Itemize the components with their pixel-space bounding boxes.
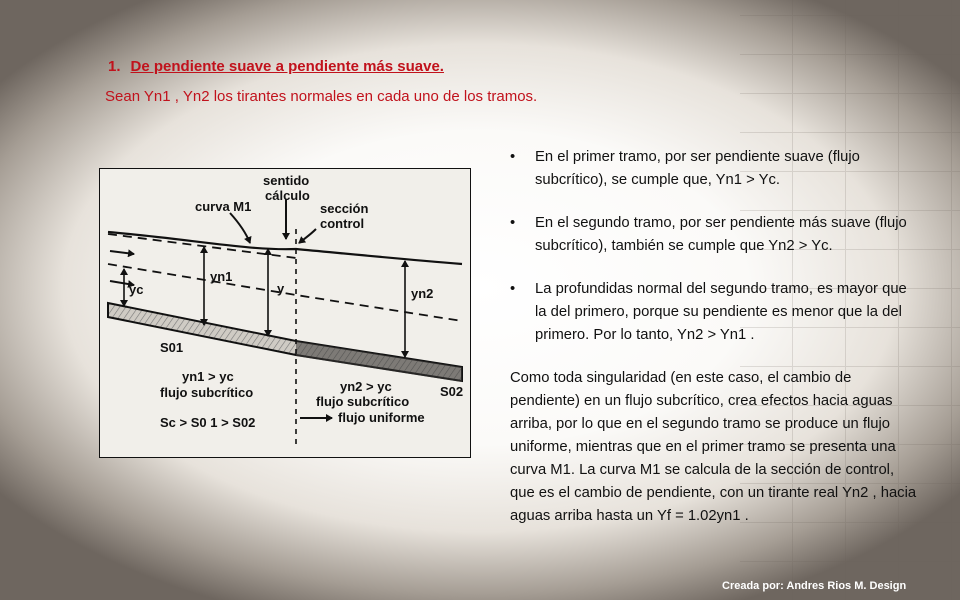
explanation-paragraph — [510, 367, 960, 528]
critical-depth-line — [108, 264, 462, 321]
label-sc: Sc > S0 1 > S02 — [160, 415, 256, 430]
curva-m1-pointer — [230, 213, 250, 243]
section-heading — [108, 58, 444, 75]
paragraph-line-3: arriba, por lo que en el segundo tramo se produce un flujo — [510, 416, 891, 432]
paragraph-line-5: curva M1. La curva M1 se calcula de la sección de control, — [510, 462, 895, 478]
label-seccion: sección — [320, 201, 369, 216]
paragraph-line-7: aguas arriba hasta un Yf = 1.02yn1 . — [510, 508, 749, 524]
bullet-3-line-2: la del primero, porque su pendiente es menor que la del — [535, 304, 902, 320]
heading-title: De pendiente suave a pendiente más suave. — [130, 58, 444, 75]
label-flujo-uniforme: flujo uniforme — [338, 410, 425, 425]
seccion-pointer — [299, 229, 316, 243]
bullet-1-line-1: • En el primer tramo, por ser pendiente suave (flujo — [535, 149, 860, 165]
label-control: control — [320, 216, 365, 231]
bullet-1-line-2: subcrítico), se cumple que, Yn1 > Yc. — [535, 172, 780, 188]
paragraph-line-1: Como toda singularidad (en este caso, el cambio de — [510, 370, 852, 386]
label-curva-m1: curva M1 — [195, 199, 252, 214]
label-flujo2: flujo subcrítico — [316, 394, 410, 409]
label-s01: S01 — [160, 340, 184, 355]
explanation-content — [510, 146, 960, 528]
slope-change-diagram — [99, 168, 471, 458]
heading-number: 1. — [108, 58, 121, 75]
heading-intro: Sean Yn1 , Yn2 los tirantes normales en cada uno de los tramos. — [105, 88, 538, 105]
paragraph-line-6: que es el cambio de pendiente, con un tirante real Yn2 , hacia — [510, 485, 917, 501]
label-sentido: sentido — [263, 173, 310, 188]
label-yn2: yn2 — [411, 286, 434, 301]
label-cond1: yn1 > yc — [182, 369, 234, 384]
label-y: y — [277, 281, 285, 296]
label-calculo: cálculo — [265, 188, 310, 203]
bullet-3-line-3: primero. Por lo tanto, Yn2 > Yn1 . — [535, 327, 755, 343]
label-flujo1: flujo subcrítico — [160, 385, 254, 400]
label-s02: S02 — [440, 384, 464, 399]
footer-credit: Creada por: Andres Rios M. Design — [722, 580, 907, 592]
channel-bed-lower — [296, 341, 462, 382]
bullet-point-2 — [510, 212, 960, 258]
bullet-2-line-1: • En el segundo tramo, por ser pendiente más suave (flujo — [535, 215, 907, 231]
bullet-point-3 — [510, 278, 960, 347]
paragraph-line-2: pendiente) en un flujo subcrítico, crea efectos hacia aguas — [510, 393, 893, 409]
flow-arrow-1 — [110, 251, 134, 254]
label-cond2: yn2 > yc — [340, 379, 392, 394]
diagram-canvas — [100, 169, 470, 457]
paragraph-line-4: uniforme, mientras que en el primer tramo se presenta una — [510, 439, 896, 455]
label-yn1: yn1 — [210, 269, 233, 284]
bullet-2-line-2: subcrítico), también se cumple que Yn2 > Yc. — [535, 238, 833, 254]
bullet-3-line-1: • La profundidas normal del segundo tramo, es mayor que — [535, 281, 907, 297]
bullet-point-1 — [510, 146, 960, 192]
label-yc: yc — [129, 282, 144, 297]
